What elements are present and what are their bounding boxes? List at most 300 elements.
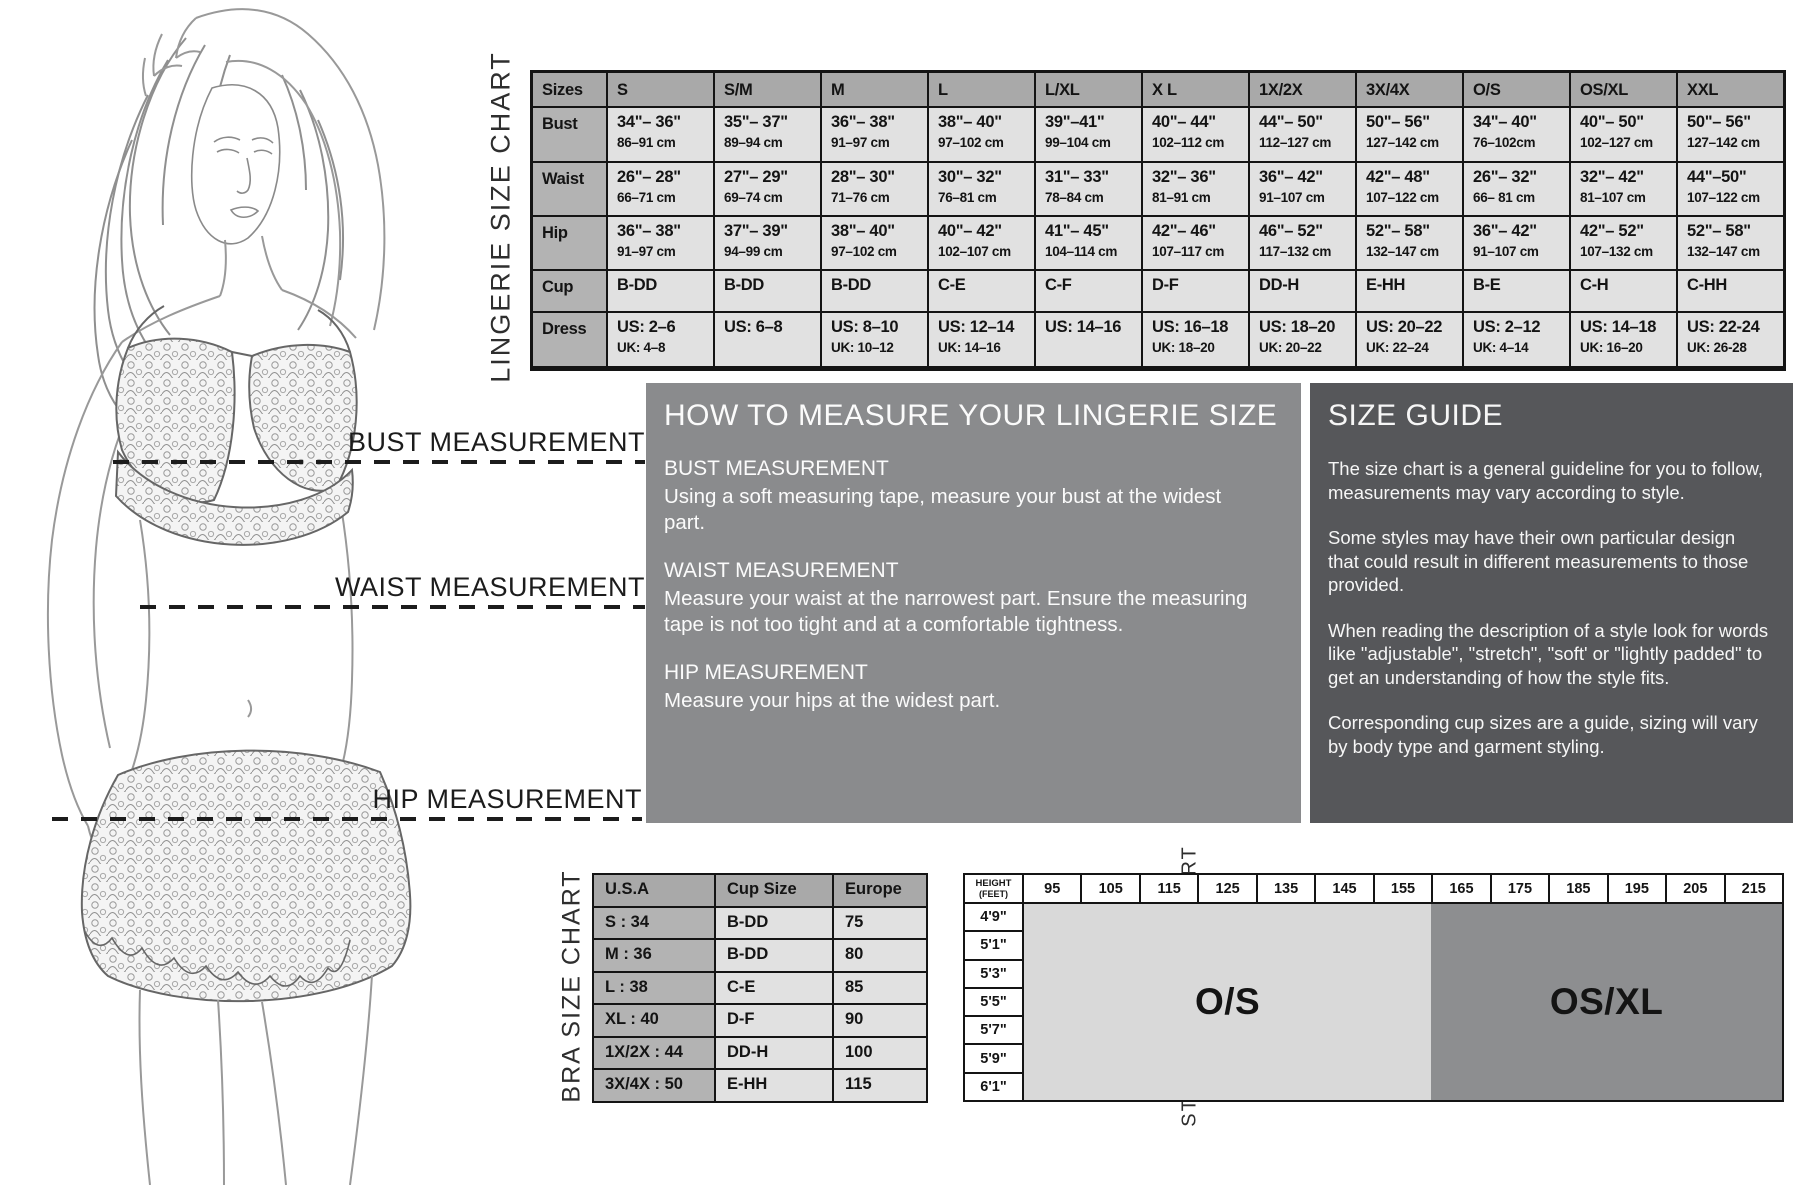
lingerie-cell-waist-5-line2: 81–91 cm: [1152, 190, 1211, 205]
lingerie-cell-waist-0-line2: 66–71 cm: [617, 190, 676, 205]
bra-cell-3-0: [594, 1005, 714, 1036]
lingerie-cell-bust-6: [1250, 108, 1355, 161]
lingerie-cell-hip-7: [1357, 217, 1462, 269]
lingerie-cell-dress-5: [1143, 313, 1248, 366]
stockings-height-4: [965, 1017, 1022, 1043]
lingerie-cell-hip-4-line2: 104–114 cm: [1045, 244, 1118, 259]
lingerie-cell-bust-2-line2: 91–97 cm: [831, 135, 890, 150]
stockings-height-3-line1: 5'5": [980, 993, 1007, 1010]
lingerie-header-1-line1: S: [617, 81, 628, 99]
lingerie-cell-dress-5-line1: US: 16–18: [1152, 318, 1229, 336]
bra-cell-4-2-line1: 100: [845, 1042, 873, 1061]
stockings-col-header-175: [1492, 875, 1548, 902]
lingerie-rowlabel-hip: [533, 217, 606, 269]
lingerie-cell-bust-7-line1: 50"– 56": [1366, 113, 1430, 131]
stockings-col-header-145-line1: 145: [1332, 880, 1357, 897]
lingerie-cell-waist-3: [929, 163, 1034, 215]
lingerie-cell-hip-2-line1: 38"– 40": [831, 222, 895, 240]
lingerie-cell-bust-1-line2: 89–94 cm: [724, 135, 783, 150]
stockings-corner-line1: HEIGHT: [975, 877, 1012, 889]
lingerie-cell-hip-8: [1464, 217, 1569, 269]
lingerie-cell-cup-1-line1: B-DD: [724, 276, 765, 294]
bra-cell-5-1: [716, 1070, 832, 1101]
lingerie-cell-waist-3-line1: 30"– 32": [938, 168, 1002, 186]
lingerie-cell-waist-2: [822, 163, 927, 215]
lingerie-rowlabel-cup-line1: Cup: [542, 278, 574, 296]
lingerie-cell-hip-4-line1: 41"– 45": [1045, 222, 1109, 240]
stockings-height-0: [965, 904, 1022, 930]
lingerie-cell-cup-7-line1: E-HH: [1366, 276, 1406, 294]
lingerie-cell-bust-0: [608, 108, 713, 161]
lingerie-cell-cup-2: [822, 271, 927, 311]
lingerie-rowlabel-cup: [533, 271, 606, 311]
lingerie-cell-waist-3-line2: 76–81 cm: [938, 190, 997, 205]
lingerie-header-4-line1: L: [938, 81, 948, 99]
lingerie-cell-dress-1: [715, 313, 820, 366]
lingerie-cell-hip-10-line2: 132–147 cm: [1687, 244, 1760, 259]
stockings-col-header-155: [1375, 875, 1431, 902]
lingerie-rowlabel-waist: [533, 163, 606, 215]
lingerie-cell-waist-10-line2: 107–122 cm: [1687, 190, 1760, 205]
lingerie-cell-waist-1-line1: 27"– 29": [724, 168, 788, 186]
bra-cell-4-1: [716, 1038, 832, 1069]
stockings-corner: [965, 875, 1022, 902]
lingerie-cell-hip-9-line1: 42"– 52": [1580, 222, 1644, 240]
lingerie-cell-dress-8-line1: US: 2–12: [1473, 318, 1541, 336]
lingerie-cell-hip-9: [1571, 217, 1676, 269]
bra-header-2-line1: Europe: [845, 880, 902, 898]
how-to-section-body: Measure your waist at the narrowest part. Ensure the measuring tape is not too tight and at a comfortable tightness.: [664, 587, 1248, 636]
lingerie-cell-waist-4: [1036, 163, 1141, 215]
lingerie-cell-hip-4: [1036, 217, 1141, 269]
lingerie-header-7: [1250, 73, 1355, 106]
bra-cell-3-0-line1: XL : 40: [605, 1010, 659, 1029]
stockings-col-header-105-line1: 105: [1098, 880, 1123, 897]
lingerie-header-6-line1: X L: [1152, 81, 1177, 99]
lingerie-cell-hip-0-line1: 36"– 38": [617, 222, 681, 240]
how-to-section-hip: [664, 661, 1281, 714]
lingerie-header-3: [822, 73, 927, 106]
stockings-col-header-185: [1550, 875, 1606, 902]
stockings-col-header-175-line1: 175: [1507, 880, 1533, 897]
lingerie-cell-waist-7-line2: 107–122 cm: [1366, 190, 1439, 205]
lingerie-cell-bust-4-line1: 39"–41": [1045, 113, 1105, 131]
lingerie-cell-hip-3: [929, 217, 1034, 269]
stockings-corner-line2: (FEET): [979, 888, 1008, 899]
lingerie-cell-dress-0: [608, 313, 713, 366]
lingerie-cell-bust-9-line1: 40"– 50": [1580, 113, 1644, 131]
size-guide-paragraph: Corresponding cup sizes are a guide, sizing will vary by body type and garment styling.: [1328, 712, 1758, 757]
lingerie-cell-cup-0-line1: B-DD: [617, 276, 658, 294]
lingerie-cell-cup-9: [1571, 271, 1676, 311]
stockings-height-3: [965, 989, 1022, 1015]
stockings-col-header-135-line1: 135: [1273, 880, 1299, 897]
lingerie-rowlabel-bust: [533, 108, 606, 161]
stockings-col-header-205-line1: 205: [1683, 880, 1708, 897]
lingerie-cell-waist-5-line1: 32"– 36": [1152, 168, 1216, 186]
lingerie-cell-dress-10-line2: UK: 26-28: [1687, 340, 1747, 355]
stockings-zone-osxl: [1431, 904, 1782, 1100]
lingerie-cell-dress-4-line1: US: 14–16: [1045, 318, 1122, 336]
lingerie-cell-waist-10: [1678, 163, 1783, 215]
lingerie-cell-dress-7: [1357, 313, 1462, 366]
lingerie-cell-hip-5: [1143, 217, 1248, 269]
lingerie-rowlabel-dress: [533, 313, 606, 366]
how-to-section-heading: BUST MEASUREMENT: [664, 457, 889, 480]
lingerie-cell-dress-2-line1: US: 8–10: [831, 318, 899, 336]
bra-cell-0-2-line1: 75: [845, 912, 864, 931]
stockings-height-1-line1: 5'1": [980, 937, 1007, 954]
stockings-col-header-215-line1: 215: [1741, 880, 1766, 897]
stockings-col-header-135: [1258, 875, 1314, 902]
lingerie-cell-hip-9-line2: 107–132 cm: [1580, 244, 1653, 259]
bra-cell-4-0: [594, 1038, 714, 1069]
lingerie-cell-dress-7-line1: US: 20–22: [1366, 318, 1443, 336]
stockings-col-header-185-line1: 185: [1566, 880, 1591, 897]
lingerie-cell-cup-8-line1: B-E: [1473, 276, 1501, 294]
lingerie-cell-waist-1-line2: 69–74 cm: [724, 190, 783, 205]
lingerie-cell-hip-0: [608, 217, 713, 269]
bra-size-table: [592, 873, 928, 1103]
stockings-col-header-95-line1: 95: [1044, 880, 1061, 897]
size-guide-paragraph: Some styles may have their own particular design that could result in different measurements to those provided.: [1328, 527, 1749, 595]
lingerie-cell-hip-8-line1: 36"– 42": [1473, 222, 1537, 240]
lingerie-cell-bust-7-line2: 127–142 cm: [1366, 135, 1439, 150]
stockings-col-header-165: [1433, 875, 1489, 902]
lingerie-cell-hip-6: [1250, 217, 1355, 269]
lingerie-cell-bust-9: [1571, 108, 1676, 161]
bra-cell-0-0: [594, 908, 714, 939]
lingerie-cell-waist-2-line1: 28"– 30": [831, 168, 895, 186]
lingerie-cell-dress-3-line1: US: 12–14: [938, 318, 1015, 336]
lingerie-header-3-line1: M: [831, 81, 845, 99]
bra-cell-2-0: [594, 973, 714, 1004]
lingerie-cell-bust-0-line1: 34"– 36": [617, 113, 681, 131]
lingerie-header-0: [533, 73, 606, 106]
stockings-col-header-195: [1609, 875, 1665, 902]
size-guide-title: SIZE GUIDE: [1328, 399, 1504, 432]
how-to-section-heading: WAIST MEASUREMENT: [664, 559, 899, 582]
bra-header-0-line1: U.S.A: [605, 880, 650, 898]
lingerie-cell-dress-0-line2: UK: 4–8: [617, 340, 666, 355]
lingerie-cell-cup-5: [1143, 271, 1248, 311]
lingerie-cell-cup-10-line1: C-HH: [1687, 276, 1728, 294]
stockings-col-header-195-line1: 195: [1624, 880, 1649, 897]
lingerie-cell-bust-10: [1678, 108, 1783, 161]
waist-dashed-line: [140, 605, 645, 609]
lingerie-header-1: [608, 73, 713, 106]
lingerie-cell-bust-5-line1: 40"– 44": [1152, 113, 1216, 131]
lingerie-rowlabel-hip-line1: Hip: [542, 224, 568, 242]
how-to-section-body: Using a soft measuring tape, measure your bust at the widest part.: [664, 485, 1222, 534]
lingerie-size-table: [530, 70, 1786, 371]
lingerie-cell-bust-1: [715, 108, 820, 161]
lingerie-header-2: [715, 73, 820, 106]
bra-cell-4-1-line1: DD-H: [727, 1042, 769, 1061]
bra-cell-5-2: [834, 1070, 926, 1101]
stockings-height-2: [965, 961, 1022, 987]
lingerie-cell-bust-5: [1143, 108, 1248, 161]
bra-cell-0-1: [716, 908, 832, 939]
bra-cell-5-0-line1: 3X/4X : 50: [605, 1075, 683, 1094]
lingerie-cell-hip-5-line1: 42"– 46": [1152, 222, 1216, 240]
stockings-height-6: [965, 1074, 1022, 1100]
lingerie-cell-bust-10-line2: 127–142 cm: [1687, 135, 1760, 150]
lingerie-cell-dress-10-line1: US: 22-24: [1687, 318, 1760, 336]
bra-cell-2-2-line1: 85: [845, 977, 864, 996]
lingerie-header-6: [1143, 73, 1248, 106]
lingerie-header-7-line1: 1X/2X: [1259, 81, 1303, 99]
bra-cell-2-2: [834, 973, 926, 1004]
bra-cell-3-1-line1: D-F: [727, 1010, 755, 1029]
lingerie-cell-cup-3-line1: C-E: [938, 276, 966, 294]
how-to-measure-title: HOW TO MEASURE YOUR LINGERIE SIZE: [664, 399, 1278, 432]
lingerie-cell-bust-1-line1: 35"– 37": [724, 113, 788, 131]
lingerie-cell-cup-7: [1357, 271, 1462, 311]
lingerie-cell-waist-4-line2: 78–84 cm: [1045, 190, 1104, 205]
bust-dashed-line: [113, 460, 645, 464]
bra-cell-4-2: [834, 1038, 926, 1069]
lingerie-cell-hip-1-line1: 37"– 39": [724, 222, 788, 240]
lingerie-cell-cup-6: [1250, 271, 1355, 311]
bra-header-2: [834, 875, 926, 906]
lingerie-header-8: [1357, 73, 1462, 106]
lingerie-cell-hip-1: [715, 217, 820, 269]
lingerie-cell-waist-9-line2: 81–107 cm: [1580, 190, 1646, 205]
lingerie-cell-cup-6-line1: DD-H: [1259, 276, 1300, 294]
stockings-height-6-line1: 6'1": [980, 1078, 1007, 1095]
lingerie-cell-cup-3: [929, 271, 1034, 311]
lingerie-cell-dress-8-line2: UK: 4–14: [1473, 340, 1529, 355]
bra-cell-1-2-line1: 80: [845, 945, 864, 964]
lingerie-header-11-line1: XXL: [1687, 81, 1719, 99]
lingerie-cell-bust-8-line1: 34"– 40": [1473, 113, 1537, 131]
stockings-height-1: [965, 932, 1022, 958]
lingerie-cell-waist-6-line2: 91–107 cm: [1259, 190, 1325, 205]
lingerie-header-4: [929, 73, 1034, 106]
lingerie-cell-dress-5-line2: UK: 18–20: [1152, 340, 1215, 355]
lingerie-rowlabel-bust-line1: Bust: [542, 115, 578, 133]
lingerie-cell-cup-4-line1: C-F: [1045, 276, 1072, 294]
lingerie-cell-hip-10: [1678, 217, 1783, 269]
lingerie-cell-cup-10: [1678, 271, 1783, 311]
lingerie-cell-dress-6-line1: US: 18–20: [1259, 318, 1336, 336]
lingerie-cell-waist-4-line1: 31"– 33": [1045, 168, 1109, 186]
face-outline: [192, 85, 280, 244]
lingerie-cell-cup-2-line1: B-DD: [831, 276, 872, 294]
bra-cell-1-2: [834, 940, 926, 971]
bra-cell-0-1-line1: B-DD: [727, 912, 769, 931]
how-to-section-heading: HIP MEASUREMENT: [664, 661, 868, 684]
lingerie-cell-bust-10-line1: 50"– 56": [1687, 113, 1751, 131]
stockings-col-header-215: [1726, 875, 1782, 902]
bra-cell-1-1: [716, 940, 832, 971]
lingerie-cell-cup-1: [715, 271, 820, 311]
lingerie-cell-waist-6: [1250, 163, 1355, 215]
how-to-section-body: Measure your hips at the widest part.: [664, 689, 1001, 712]
stockings-col-header-125-line1: 125: [1215, 880, 1240, 897]
stockings-zone-0-line1: O/S: [1194, 981, 1261, 1022]
lingerie-cell-dress-7-line2: UK: 22–24: [1366, 340, 1429, 355]
lingerie-cell-waist-5: [1143, 163, 1248, 215]
lingerie-cell-bust-5-line2: 102–112 cm: [1152, 135, 1225, 150]
lingerie-cell-bust-2: [822, 108, 927, 161]
lingerie-cell-cup-8: [1464, 271, 1569, 311]
lingerie-cell-waist-8-line1: 26"– 32": [1473, 168, 1537, 186]
lingerie-cell-bust-0-line2: 86–91 cm: [617, 135, 676, 150]
lingerie-cell-waist-6-line1: 36"– 42": [1259, 168, 1323, 186]
waist-measurement-label: WAIST MEASUREMENT: [334, 572, 645, 602]
bra-cell-2-1: [716, 973, 832, 1004]
lingerie-cell-bust-6-line2: 112–127 cm: [1259, 135, 1332, 150]
lingerie-size-chart-side-label: LINGERIE SIZE CHART: [485, 51, 516, 383]
hip-dashed-line: [52, 817, 642, 821]
lingerie-header-2-line1: S/M: [724, 81, 753, 99]
hip-measurement-label: HIP MEASUREMENT: [372, 784, 642, 814]
lingerie-cell-hip-3-line1: 40"– 42": [938, 222, 1002, 240]
bra-cell-3-1: [716, 1005, 832, 1036]
bra-cell-4-0-line1: 1X/2X : 44: [605, 1042, 683, 1061]
bra-cell-1-0: [594, 940, 714, 971]
stockings-zone-os: [1024, 904, 1431, 1100]
lingerie-cell-bust-7: [1357, 108, 1462, 161]
lingerie-header-9: [1464, 73, 1569, 106]
lingerie-cell-waist-10-line1: 44"–50": [1687, 168, 1747, 186]
lingerie-header-5: [1036, 73, 1141, 106]
lingerie-cell-waist-2-line2: 71–76 cm: [831, 190, 890, 205]
stockings-size-table: [963, 873, 1784, 1102]
lingerie-cell-hip-5-line2: 107–117 cm: [1152, 244, 1225, 259]
lace-shorts: [82, 751, 411, 1002]
bra-cell-5-1-line1: E-HH: [727, 1075, 768, 1094]
stockings-zone-1-line1: OS/XL: [1549, 981, 1664, 1022]
lingerie-cell-hip-7-line2: 132–147 cm: [1366, 244, 1439, 259]
bra-cell-2-0-line1: L : 38: [605, 977, 648, 996]
lingerie-cell-waist-7-line1: 42"– 48": [1366, 168, 1430, 186]
lingerie-cell-waist-9: [1571, 163, 1676, 215]
lingerie-cell-waist-1: [715, 163, 820, 215]
bra-header-1-line1: Cup Size: [727, 880, 797, 898]
stockings-col-header-155-line1: 155: [1390, 880, 1416, 897]
lingerie-cell-bust-3-line1: 38"– 40": [938, 113, 1002, 131]
lingerie-cell-hip-8-line2: 91–107 cm: [1473, 244, 1539, 259]
lingerie-cell-dress-9: [1571, 313, 1676, 366]
stockings-height-4-line1: 5'7": [980, 1022, 1007, 1039]
lingerie-header-8-line1: 3X/4X: [1366, 81, 1410, 99]
stockings-col-header-115-line1: 115: [1157, 880, 1181, 897]
bra-cell-0-2: [834, 908, 926, 939]
lingerie-cell-cup-5-line1: D-F: [1152, 276, 1179, 294]
bra-cell-1-0-line1: M : 36: [605, 945, 652, 964]
lingerie-cell-hip-6-line2: 117–132 cm: [1259, 244, 1332, 259]
bust-measurement-label: BUST MEASUREMENT: [347, 427, 645, 457]
bra-cell-5-0: [594, 1070, 714, 1101]
lingerie-header-11: [1678, 73, 1783, 106]
lingerie-cell-hip-2-line2: 97–102 cm: [831, 244, 897, 259]
lingerie-cell-dress-2: [822, 313, 927, 366]
lingerie-cell-dress-1-line1: US: 6–8: [724, 318, 783, 336]
bra-cell-1-1-line1: B-DD: [727, 945, 769, 964]
stockings-col-header-105: [1082, 875, 1138, 902]
lingerie-cell-cup-0: [608, 271, 713, 311]
lingerie-cell-hip-7-line1: 52"– 58": [1366, 222, 1430, 240]
lingerie-cell-bust-9-line2: 102–127 cm: [1580, 135, 1653, 150]
lingerie-cell-dress-3: [929, 313, 1034, 366]
lingerie-header-10-line1: OS/XL: [1580, 81, 1629, 99]
bra-cell-3-2-line1: 90: [845, 1010, 864, 1029]
stockings-col-header-205: [1667, 875, 1723, 902]
lingerie-cell-dress-9-line2: UK: 16–20: [1580, 340, 1643, 355]
lingerie-cell-waist-9-line1: 32"– 42": [1580, 168, 1644, 186]
stockings-col-header-115: [1141, 875, 1197, 902]
lingerie-cell-dress-10: [1678, 313, 1783, 366]
size-guide-paragraph: The size chart is a general guideline for you to follow, measurements may vary according to style.: [1328, 458, 1763, 503]
lingerie-cell-bust-8: [1464, 108, 1569, 161]
lingerie-cell-waist-7: [1357, 163, 1462, 215]
stockings-height-0-line1: 4'9": [980, 909, 1007, 926]
lingerie-header-10: [1571, 73, 1676, 106]
bra-header-1: [716, 875, 832, 906]
lingerie-cell-dress-3-line2: UK: 14–16: [938, 340, 1001, 355]
lingerie-cell-hip-1-line2: 94–99 cm: [724, 244, 783, 259]
bra-cell-3-2: [834, 1005, 926, 1036]
lingerie-cell-hip-0-line2: 91–97 cm: [617, 244, 676, 259]
lingerie-cell-bust-3: [929, 108, 1034, 161]
size-guide-paragraph: When reading the description of a style look for words like "adjustable", "stretch", "soft' or "lightly padded" to get an understanding of how the style fits.: [1328, 619, 1769, 688]
lingerie-header-0-line1: Sizes: [542, 81, 583, 99]
bra-header-0: [594, 875, 714, 906]
lingerie-cell-bust-4-line2: 99–104 cm: [1045, 135, 1111, 150]
lingerie-cell-hip-6-line1: 46"– 52": [1259, 222, 1323, 240]
stockings-height-2-line1: 5'3": [980, 965, 1007, 982]
lingerie-cell-dress-6: [1250, 313, 1355, 366]
lingerie-cell-dress-2-line2: UK: 10–12: [831, 340, 894, 355]
stockings-col-header-165-line1: 165: [1449, 880, 1474, 897]
how-to-section-waist: [664, 559, 1281, 638]
lingerie-header-9-line1: O/S: [1473, 81, 1501, 99]
stockings-height-5: [965, 1045, 1022, 1071]
lingerie-rowlabel-dress-line1: Dress: [542, 320, 587, 338]
lingerie-cell-dress-0-line1: US: 2–6: [617, 318, 676, 336]
lingerie-cell-dress-4: [1036, 313, 1141, 366]
bra-size-chart-side-label: BRA SIZE CHART: [557, 869, 586, 1103]
lingerie-cell-bust-2-line1: 36"– 38": [831, 113, 895, 131]
bra-cell-5-2-line1: 115: [845, 1075, 872, 1094]
legs: [139, 975, 372, 1185]
lingerie-cell-hip-2: [822, 217, 927, 269]
lingerie-cell-hip-10-line1: 52"– 58": [1687, 222, 1751, 240]
how-to-measure-panel: [646, 383, 1301, 823]
size-guide-panel: [1310, 383, 1793, 823]
stockings-height-5-line1: 5'9": [980, 1050, 1007, 1067]
lingerie-cell-bust-4: [1036, 108, 1141, 161]
lingerie-cell-bust-8-line2: 76–102cm: [1473, 135, 1536, 150]
stockings-col-header-125: [1199, 875, 1255, 902]
lingerie-cell-cup-4: [1036, 271, 1141, 311]
lingerie-cell-hip-3-line2: 102–107 cm: [938, 244, 1011, 259]
how-to-section-bust: [664, 457, 1281, 536]
stockings-col-header-95: [1024, 875, 1080, 902]
lingerie-cell-waist-0-line1: 26"– 28": [617, 168, 681, 186]
lace-bralette: [116, 306, 357, 545]
bra-cell-2-1-line1: C-E: [727, 977, 756, 996]
lingerie-cell-waist-8: [1464, 163, 1569, 215]
stockings-col-header-145: [1316, 875, 1372, 902]
lingerie-cell-cup-9-line1: C-H: [1580, 276, 1609, 294]
lingerie-cell-bust-3-line2: 97–102 cm: [938, 135, 1004, 150]
lingerie-rowlabel-waist-line1: Waist: [542, 170, 584, 188]
lingerie-cell-dress-9-line1: US: 14–18: [1580, 318, 1657, 336]
